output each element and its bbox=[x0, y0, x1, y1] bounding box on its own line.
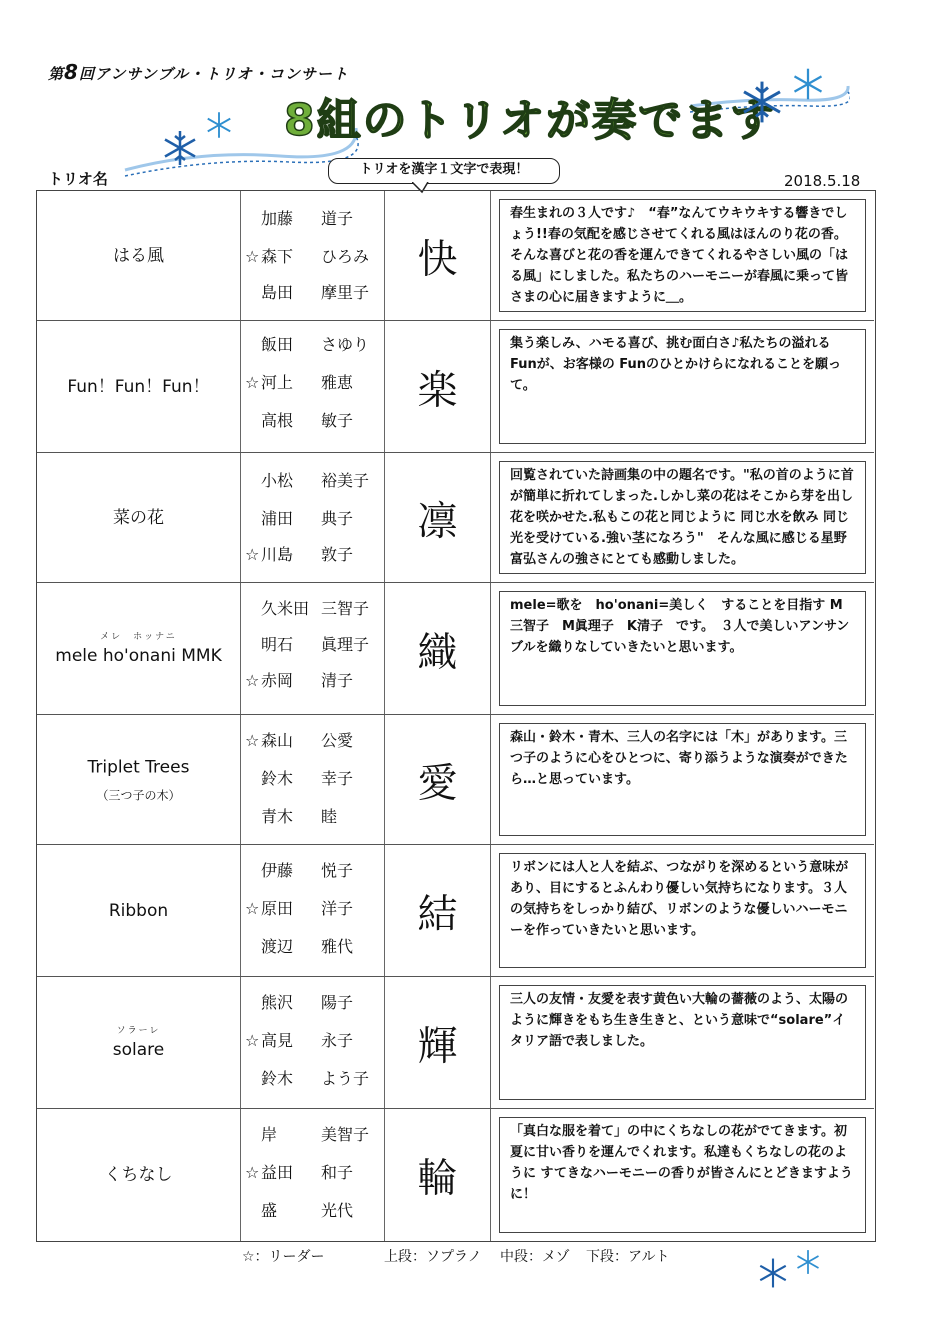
trio-name-cell bbox=[37, 1109, 241, 1241]
member-row bbox=[241, 897, 384, 921]
member-row bbox=[241, 1067, 384, 1091]
trio-kanji: 愛 bbox=[417, 760, 458, 806]
member-first-name: 敏子 bbox=[321, 411, 354, 430]
kanji-cell bbox=[385, 845, 491, 976]
trio-name-cell bbox=[37, 977, 241, 1108]
callout-box: トリオを漢字１文字で表現！ bbox=[328, 158, 560, 184]
member-first-name: 幸子 bbox=[321, 769, 354, 788]
description-cell bbox=[491, 845, 874, 976]
leader-star-icon: ☆ bbox=[245, 671, 260, 690]
kanji-cell bbox=[385, 977, 491, 1108]
trio-kanji: 楽 bbox=[417, 367, 458, 413]
member-last-name: 飯田 bbox=[261, 335, 294, 354]
member-first-name: 敦子 bbox=[321, 545, 354, 564]
snowflake-icon bbox=[790, 66, 826, 102]
trio-name-cell bbox=[37, 191, 241, 320]
trio-description: 回覧されていた詩画集の中の題名です。"私の首のように首が簡単に折れてしまった.しかし菜の花はそこから芽を出し花を咲かせた.私もこの花と同じように 同じ水を飲み 同じ光を受けている.強い茎になろう" そんな風に感じる星野富弘さんの強さにとても感動しました。 bbox=[499, 461, 866, 574]
trio-name-block bbox=[37, 631, 240, 667]
description-cell bbox=[491, 453, 874, 582]
member-first-name: 雅代 bbox=[321, 937, 354, 956]
member-last-name: 森下 bbox=[261, 247, 294, 266]
member-first-name: 道子 bbox=[321, 209, 354, 228]
member-last-name: 島田 bbox=[261, 283, 294, 302]
trio-name-cell bbox=[37, 321, 241, 452]
member-row bbox=[241, 1199, 384, 1223]
kanji-cell bbox=[385, 453, 491, 582]
member-last-name: 小松 bbox=[261, 471, 294, 490]
trio-name-cell bbox=[37, 715, 241, 844]
snowflake-icon bbox=[160, 128, 200, 168]
leader-star-icon: ☆ bbox=[245, 1031, 260, 1050]
snowflake-icon bbox=[738, 78, 786, 126]
trio-name-subtitle: （三つ子の木） bbox=[96, 788, 181, 802]
kanji-cell bbox=[385, 715, 491, 844]
trio-row bbox=[37, 845, 874, 977]
trio-table bbox=[36, 190, 876, 1242]
member-row bbox=[241, 597, 384, 621]
leader-star-icon: ☆ bbox=[245, 373, 260, 392]
member-row bbox=[241, 1161, 384, 1185]
snowflake-icon bbox=[794, 1248, 822, 1276]
member-row bbox=[241, 507, 384, 531]
member-row bbox=[241, 245, 384, 269]
member-row bbox=[241, 859, 384, 883]
member-first-name: 陽子 bbox=[321, 993, 354, 1012]
member-first-name: 雅恵 bbox=[321, 373, 354, 392]
trio-row bbox=[37, 715, 874, 845]
member-row bbox=[241, 669, 384, 693]
leader-star-icon: ☆ bbox=[245, 545, 260, 564]
trio-name: 菜の花 bbox=[113, 507, 164, 528]
leader-star-icon: ☆ bbox=[245, 1163, 260, 1182]
member-last-name: 青木 bbox=[261, 807, 294, 826]
member-last-name: 森山 bbox=[261, 731, 294, 750]
leader-star-icon: ☆ bbox=[245, 731, 260, 750]
member-last-name: 伊藤 bbox=[261, 861, 294, 880]
member-row bbox=[241, 729, 384, 753]
member-last-name: 渡辺 bbox=[261, 937, 294, 956]
trio-name-block bbox=[37, 1025, 240, 1061]
trio-row bbox=[37, 321, 874, 453]
member-last-name: 鈴木 bbox=[261, 769, 294, 788]
description-cell bbox=[491, 321, 874, 452]
member-first-name: 永子 bbox=[321, 1031, 354, 1050]
description-cell bbox=[491, 977, 874, 1108]
member-first-name: 三智子 bbox=[321, 599, 370, 618]
kanji-cell bbox=[385, 191, 491, 320]
member-first-name: 美智子 bbox=[321, 1125, 370, 1144]
trio-kanji: 輝 bbox=[417, 1023, 458, 1069]
trio-name: Ribbon bbox=[108, 900, 169, 921]
member-last-name: 益田 bbox=[261, 1163, 294, 1182]
members-cell bbox=[241, 845, 385, 976]
member-first-name: 清子 bbox=[321, 671, 354, 690]
member-first-name: 摩里子 bbox=[321, 283, 370, 302]
member-first-name: 悦子 bbox=[321, 861, 354, 880]
trio-name-block bbox=[37, 900, 240, 922]
trio-description: 春生まれの３人です♪ “春”なんてウキウキする響きでしょう!!春の気配を感じさせてくれる風はほんのり花の香。そんな喜びと花の香を運んできてくれるやさしい風の「はる風」にしました。私たちのハーモニーが春風に乗って皆さまの心に届きますように＿。 bbox=[499, 199, 866, 312]
member-row bbox=[241, 767, 384, 791]
snowflake-icon bbox=[204, 110, 234, 140]
subtitle-prefix: 第 bbox=[48, 65, 65, 83]
trio-name-block bbox=[37, 1164, 240, 1186]
trio-kanji: 織 bbox=[417, 629, 458, 675]
legend-soprano: 上段：ソプラノ bbox=[384, 1249, 482, 1265]
page-title: 8組のトリオが奏でます bbox=[284, 95, 777, 146]
member-row bbox=[241, 991, 384, 1015]
member-first-name: ひろみ bbox=[321, 247, 370, 266]
member-last-name: 熊沢 bbox=[261, 993, 294, 1012]
member-first-name: 睦 bbox=[321, 807, 338, 826]
member-row bbox=[241, 371, 384, 395]
description-cell bbox=[491, 715, 874, 844]
trio-row bbox=[37, 1109, 874, 1241]
member-last-name: 浦田 bbox=[261, 509, 294, 528]
description-cell bbox=[491, 1109, 874, 1241]
member-last-name: 鈴木 bbox=[261, 1069, 294, 1088]
member-row bbox=[241, 333, 384, 357]
kanji-cell bbox=[385, 321, 491, 452]
trio-name-ruby: ソラーレ bbox=[116, 1025, 161, 1036]
members-cell bbox=[241, 715, 385, 844]
member-first-name: 眞理子 bbox=[321, 635, 370, 654]
member-last-name: 原田 bbox=[261, 899, 294, 918]
members-cell bbox=[241, 191, 385, 320]
trio-kanji: 快 bbox=[417, 236, 458, 282]
subtitle-number: 8 bbox=[64, 60, 79, 84]
trio-name-ruby: メレ ホッナニ bbox=[100, 631, 177, 642]
member-last-name: 久米田 bbox=[261, 599, 310, 618]
subtitle-text: 回アンサンブル・トリオ・コンサート bbox=[78, 65, 349, 83]
trio-name: solare bbox=[112, 1039, 165, 1060]
member-last-name: 加藤 bbox=[261, 209, 294, 228]
kanji-cell bbox=[385, 1109, 491, 1241]
member-last-name: 高見 bbox=[261, 1031, 294, 1050]
members-cell bbox=[241, 453, 385, 582]
member-last-name: 川島 bbox=[261, 545, 294, 564]
legend-alto: 下段：アルト bbox=[586, 1249, 670, 1265]
trio-description: リボンには人と人を結ぶ、つながりを深めるという意味があり、目にするとふんわり優しい気持ちになります。３人の気持ちをしっかり結び、リボンのような優しいハーモニーを作っていきたいと思います。 bbox=[499, 853, 866, 968]
trio-name-cell bbox=[37, 453, 241, 582]
members-cell bbox=[241, 1109, 385, 1241]
member-row bbox=[241, 281, 384, 305]
trio-name: くちなし bbox=[104, 1165, 173, 1185]
member-last-name: 赤岡 bbox=[261, 671, 294, 690]
trio-row bbox=[37, 977, 874, 1109]
member-first-name: 和子 bbox=[321, 1163, 354, 1182]
trio-description: 三人の友情・友愛を表す黄色い大輪の薔薇のよう、太陽のように輝きをもち生き生きと、という意味で“solare”イタリア語で表しました。 bbox=[499, 985, 866, 1100]
member-last-name: 河上 bbox=[261, 373, 294, 392]
member-last-name: 高根 bbox=[261, 411, 294, 430]
members-cell bbox=[241, 321, 385, 452]
member-first-name: 典子 bbox=[321, 509, 354, 528]
description-cell bbox=[491, 191, 874, 320]
trio-name-label: トリオ名 bbox=[48, 170, 108, 188]
trio-row bbox=[37, 583, 874, 715]
member-row bbox=[241, 543, 384, 567]
trio-description: 「真白な服を着て」の中にくちなしの花がでてきます。初夏に甘い香りを運んでくれます。私達もくちなしの花のように すてきなハーモニーの香りが皆さんにとどきますように！ bbox=[499, 1117, 866, 1233]
member-row bbox=[241, 633, 384, 657]
members-cell bbox=[241, 977, 385, 1108]
member-row bbox=[241, 409, 384, 433]
member-row bbox=[241, 935, 384, 959]
trio-kanji: 輪 bbox=[417, 1155, 458, 1202]
trio-name-cell bbox=[37, 845, 241, 976]
trio-name: mele ho'onani MMK bbox=[55, 645, 222, 666]
member-first-name: さゆり bbox=[321, 335, 370, 354]
kanji-cell bbox=[385, 583, 491, 714]
member-row bbox=[241, 469, 384, 493]
member-first-name: 裕美子 bbox=[321, 471, 370, 490]
member-row bbox=[241, 805, 384, 829]
member-last-name: 盛 bbox=[261, 1201, 278, 1220]
trio-row bbox=[37, 453, 874, 583]
trio-name-block bbox=[37, 756, 240, 803]
trio-description: 森山・鈴木・青木、三人の名字には「木」があります。三つ子のように心をひとつに、寄り添うような演奏ができたら…と思っています。 bbox=[499, 723, 866, 836]
trio-name: Triplet Trees bbox=[87, 757, 190, 777]
snowflake-icon bbox=[756, 1256, 790, 1290]
trio-name-block bbox=[37, 376, 240, 398]
leader-star-icon: ☆ bbox=[245, 899, 260, 918]
trio-name-block bbox=[37, 245, 240, 267]
member-row bbox=[241, 207, 384, 231]
trio-row bbox=[37, 191, 874, 321]
member-first-name: よう子 bbox=[321, 1069, 370, 1088]
member-first-name: 光代 bbox=[321, 1201, 354, 1220]
trio-name: Fun！Fun！Fun！ bbox=[67, 376, 210, 397]
trio-kanji: 結 bbox=[417, 891, 458, 937]
concert-subtitle bbox=[48, 60, 349, 84]
trio-name-cell bbox=[37, 583, 241, 714]
trio-name-block bbox=[37, 507, 240, 529]
legend-mezzo: 中段：メゾ bbox=[500, 1249, 570, 1265]
members-cell bbox=[241, 583, 385, 714]
date-label: 2018.5.18 bbox=[784, 172, 861, 190]
member-last-name: 岸 bbox=[261, 1125, 278, 1144]
leader-star-icon: ☆ bbox=[245, 247, 260, 266]
trio-description: 集う楽しみ、ハモる喜び、挑む面白さ♪私たちの溢れる Funが、お客様の Funのひとかけらになれることを願って。 bbox=[499, 329, 866, 444]
member-first-name: 洋子 bbox=[321, 899, 354, 918]
member-row bbox=[241, 1029, 384, 1053]
trio-name: はる風 bbox=[113, 245, 164, 266]
legend-leader: ☆：リーダー bbox=[242, 1249, 325, 1265]
member-last-name: 明石 bbox=[261, 635, 294, 654]
trio-description: mele=歌を ho'onani=美しく することを目指す M三智子 M眞理子 K清子 です。 ３人で美しいアンサンブルを織りなしていきたいと思います。 bbox=[499, 591, 866, 706]
trio-kanji: 凛 bbox=[417, 498, 458, 544]
description-cell bbox=[491, 583, 874, 714]
member-first-name: 公愛 bbox=[321, 731, 354, 750]
member-row bbox=[241, 1123, 384, 1147]
